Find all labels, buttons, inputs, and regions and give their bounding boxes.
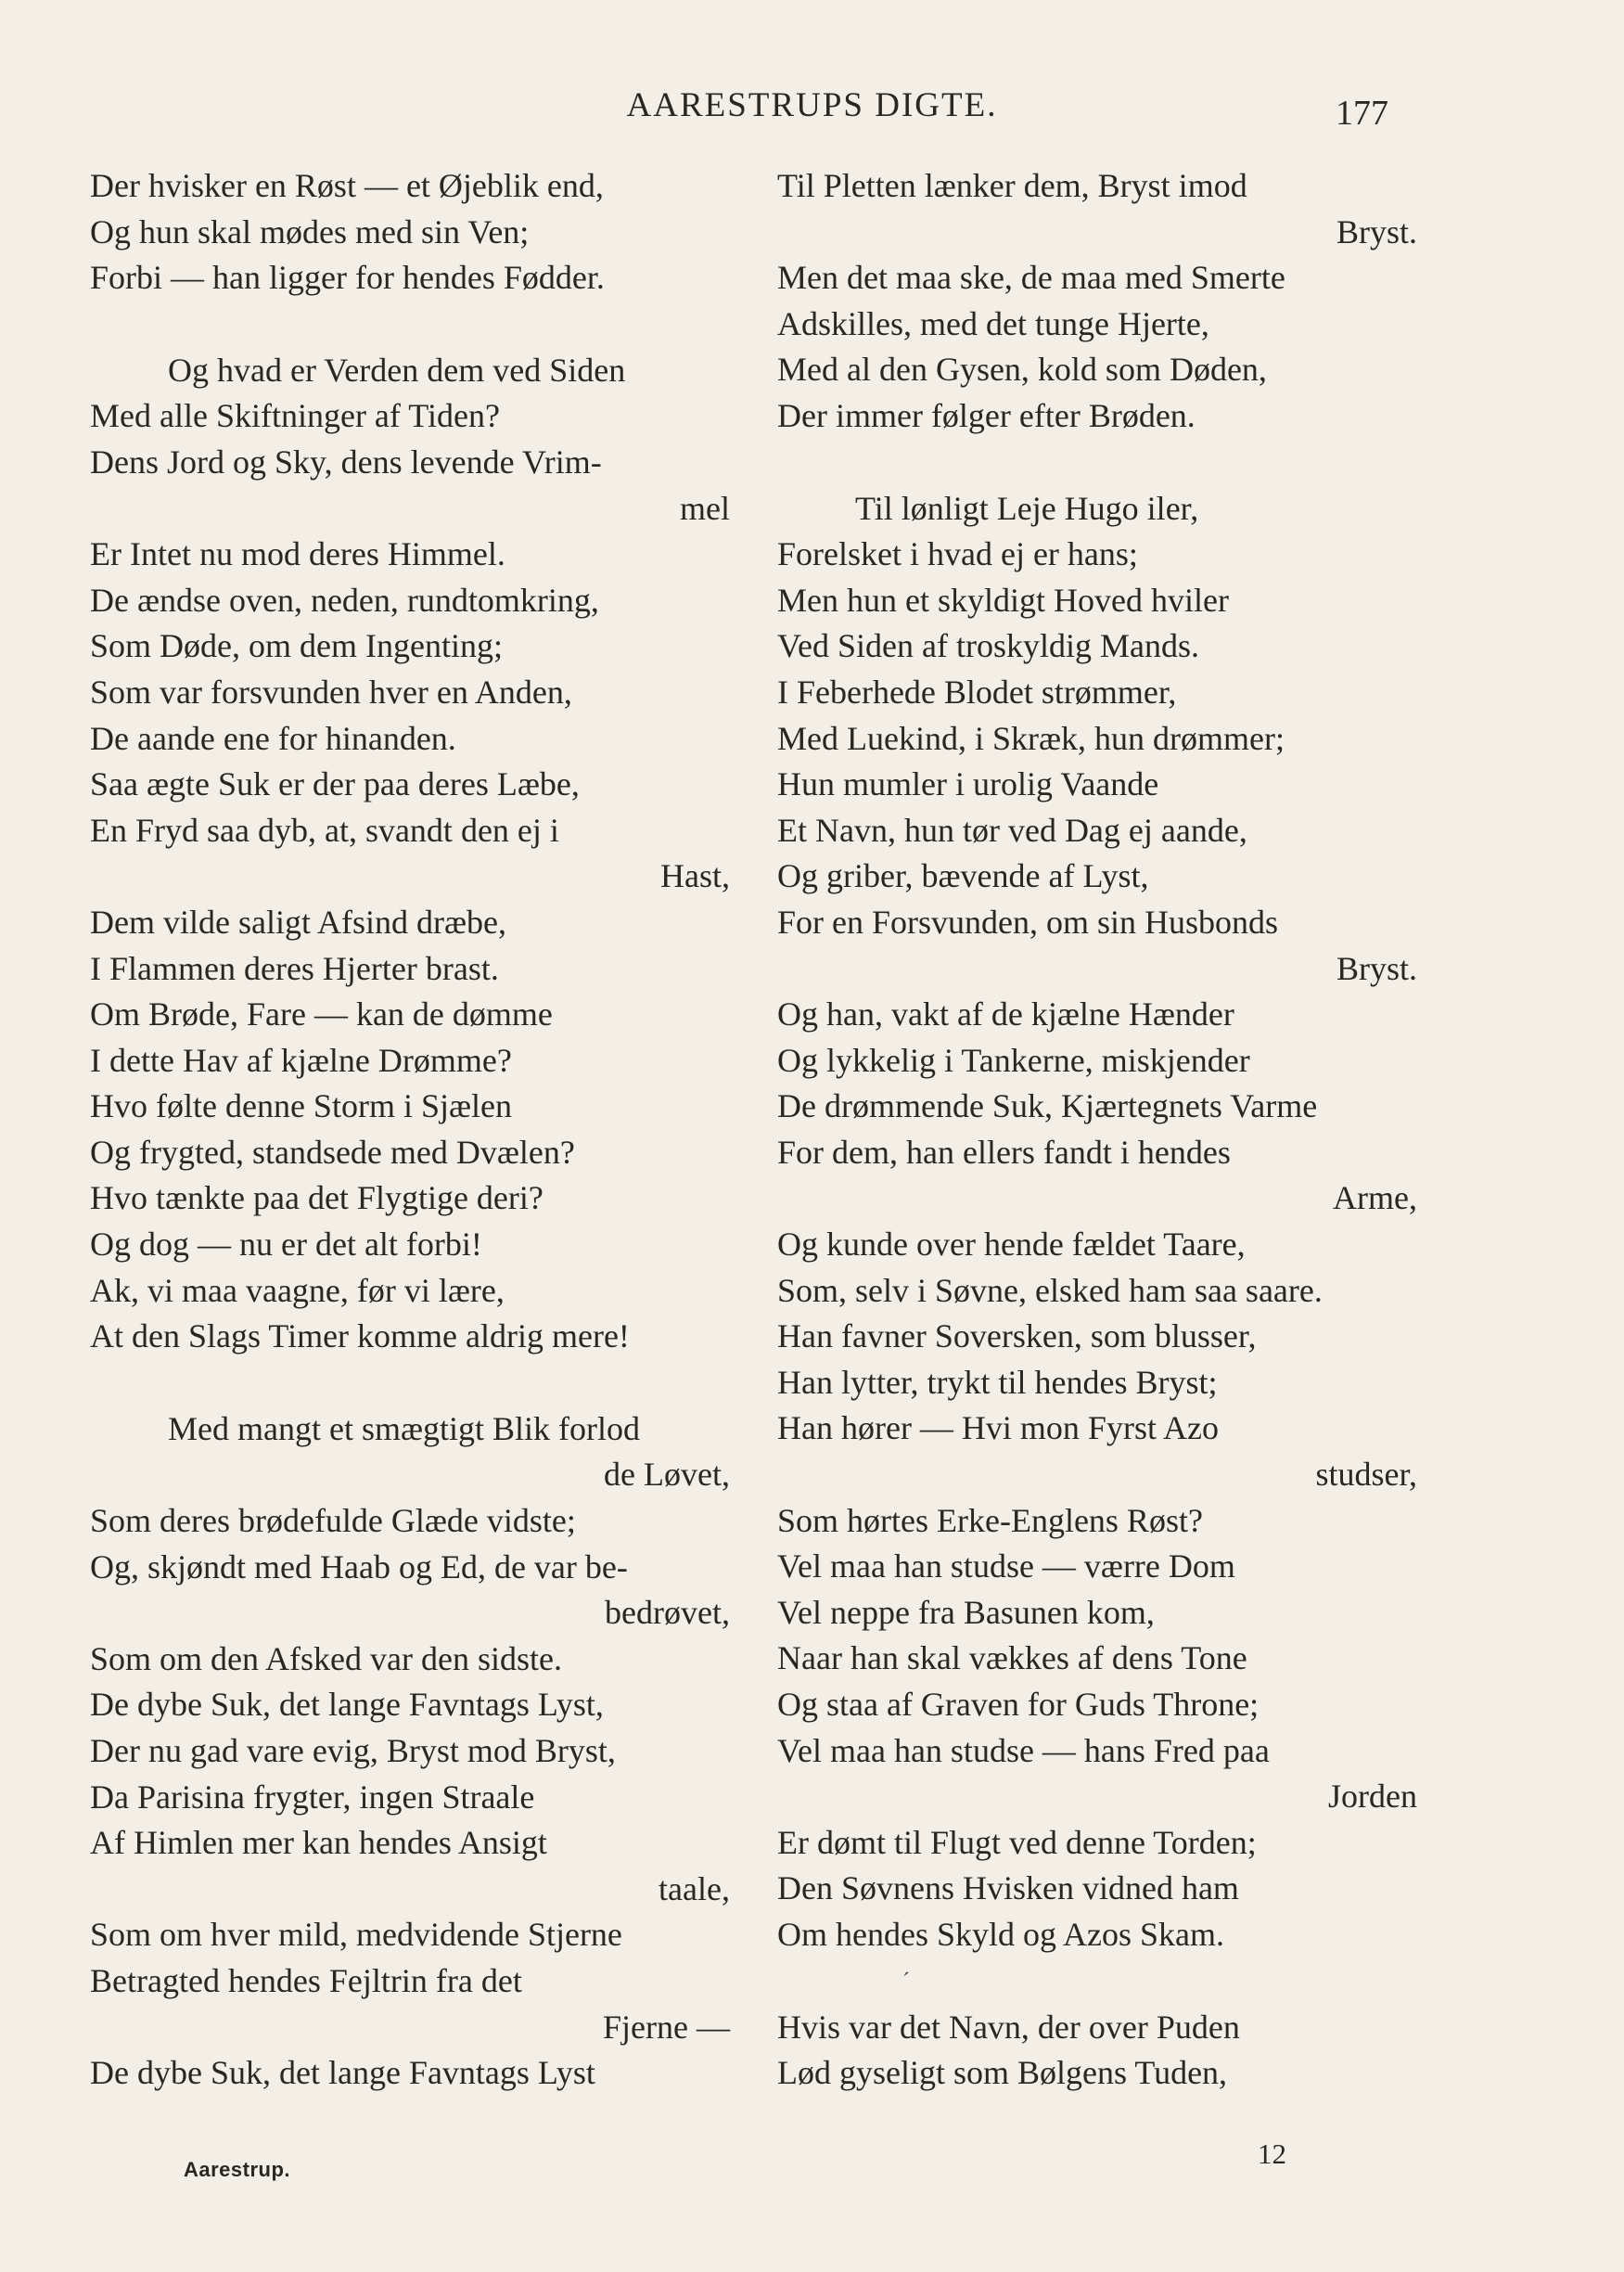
verse-line: Da Parisina frygter, ingen Straale bbox=[90, 1778, 535, 1816]
verse-line: For dem, han ellers fandt i hendes bbox=[777, 1133, 1231, 1171]
verse-line: Som var forsvunden hver en Anden, bbox=[90, 673, 572, 711]
verse-turnover: Fjerne — bbox=[603, 2008, 730, 2046]
sheet-number: 12 bbox=[1258, 2137, 1286, 2170]
verse-line: Og hun skal mødes med sin Ven; bbox=[90, 212, 530, 250]
verse-line: Med Luekind, i Skræk, hun drømmer; bbox=[777, 719, 1285, 757]
verse-line: Saa ægte Suk er der paa deres Læbe, bbox=[90, 765, 580, 803]
stanza-separator: ˊ bbox=[902, 1969, 910, 1994]
verse-line: Vel maa han studse — værre Dom bbox=[777, 1547, 1235, 1585]
verse-line: De dybe Suk, det lange Favntags Lyst bbox=[90, 2054, 595, 2092]
stanza bbox=[777, 2005, 1426, 2097]
verse-line: Vel neppe fra Basunen kom, bbox=[777, 1593, 1155, 1631]
verse-line: Og hvad er Verden dem ved Siden bbox=[168, 351, 626, 389]
verse-line: Med al den Gysen, kold som Døden, bbox=[777, 351, 1267, 389]
verse-line: Til Pletten lænker dem, Bryst imod bbox=[777, 167, 1247, 204]
verse-line: Et Navn, hun tør ved Dag ej aande, bbox=[777, 811, 1247, 849]
verse-line: Til lønligt Leje Hugo iler, bbox=[855, 489, 1199, 527]
verse-turnover: Arme, bbox=[1333, 1179, 1417, 1217]
verse-line: Og han, vakt af de kjælne Hænder bbox=[777, 995, 1234, 1033]
verse-turnover: Hast, bbox=[660, 857, 730, 895]
verse-line: Som om den Afsked var den sidste. bbox=[90, 1639, 562, 1677]
verse-line: Vel maa han studse — hans Fred paa bbox=[777, 1731, 1270, 1769]
verse-line: Forbi — han ligger for hendes Fødder. bbox=[90, 259, 605, 297]
verse-line: De dybe Suk, det lange Favntags Lyst, bbox=[90, 1686, 604, 1724]
verse-line: Men hun et skyldigt Hoved hviler bbox=[777, 581, 1229, 619]
verse-line: Og griber, bævende af Lyst, bbox=[777, 857, 1149, 895]
page-number: 177 bbox=[1336, 94, 1388, 133]
verse-line: I Flammen deres Hjerter brast. bbox=[90, 949, 499, 987]
verse-line: Er dømt til Flugt ved denne Torden; bbox=[777, 1823, 1257, 1861]
verse-line: Som Døde, om dem Ingenting; bbox=[90, 627, 503, 665]
verse-turnover: studser, bbox=[1315, 1456, 1417, 1494]
verse-line: Hvo følte denne Storm i Sjælen bbox=[90, 1087, 512, 1125]
verse-line: Der nu gad vare evig, Bryst mod Bryst, bbox=[90, 1732, 616, 1769]
printer-signature: Aarestrup. bbox=[184, 2158, 291, 2181]
verse-line: De drømmende Suk, Kjærtegnets Varme bbox=[777, 1087, 1318, 1125]
verse-line: De aande ene for hinanden. bbox=[90, 719, 456, 757]
verse-turnover: Jorden bbox=[1328, 1778, 1417, 1816]
verse-line: Lød gyseligt som Bølgens Tuden, bbox=[777, 2054, 1228, 2092]
verse-line: Han favner Soversken, som blusser, bbox=[777, 1317, 1257, 1355]
stanza-gap bbox=[90, 1360, 739, 1406]
verse-line: Og dog — nu er det alt forbi! bbox=[90, 1226, 482, 1264]
stanza bbox=[90, 1406, 739, 2097]
verse-line: De ændse oven, neden, rundtomkring, bbox=[90, 581, 599, 619]
verse-line: Og, skjøndt med Haab og Ed, de var be- bbox=[90, 1547, 628, 1585]
verse-turnover: mel bbox=[680, 489, 730, 527]
verse-line: Som, selv i Søvne, elsked ham saa saare. bbox=[777, 1271, 1323, 1309]
verse-line: Forelsket i hvad ej er hans; bbox=[777, 535, 1138, 573]
verse-line: Betragted hendes Fejltrin fra det bbox=[90, 1961, 522, 1999]
running-title: AARESTRUPS DIGTE. bbox=[626, 86, 998, 124]
verse-line: Og kunde over hende fældet Taare, bbox=[777, 1226, 1246, 1264]
verse-line: Som hørtes Erke-Englens Røst? bbox=[777, 1501, 1203, 1539]
verse-turnover: Bryst. bbox=[1336, 212, 1417, 250]
verse-line: Dem vilde saligt Afsind dræbe, bbox=[90, 903, 506, 941]
verse-line: Hvo tænkte paa det Flygtige deri? bbox=[90, 1179, 543, 1217]
verse-line: Dens Jord og Sky, dens levende Vrim- bbox=[90, 443, 602, 481]
verse-line: Er Intet nu mod deres Himmel. bbox=[90, 535, 505, 573]
verse-line: Om hendes Skyld og Azos Skam. bbox=[777, 1915, 1224, 1953]
verse-line: Men det maa ske, de maa med Smerte bbox=[777, 259, 1285, 297]
verse-turnover: de Løvet, bbox=[604, 1456, 730, 1494]
verse-line: Om Brøde, Fare — kan de dømme bbox=[90, 995, 553, 1033]
verse-line: Naar han skal vækkes af dens Tone bbox=[777, 1639, 1247, 1677]
verse-line: Ved Siden af troskyldig Mands. bbox=[777, 627, 1199, 665]
verse-line: Og frygted, standsede med Dvælen? bbox=[90, 1133, 575, 1171]
stanza-gap bbox=[777, 440, 1426, 486]
verse-line: Af Himlen mer kan hendes Ansigt bbox=[90, 1824, 547, 1862]
verse-line: En Fryd saa dyb, at, svandt den ej i bbox=[90, 811, 559, 849]
stanza bbox=[777, 486, 1426, 1958]
stanza bbox=[90, 163, 739, 302]
stanza-gap bbox=[90, 302, 739, 348]
verse-line: I Feberhede Blodet strømmer, bbox=[777, 673, 1177, 711]
verse-line: For en Forsvunden, om sin Husbonds bbox=[777, 903, 1279, 941]
verse-line: Han lytter, trykt til hendes Bryst; bbox=[777, 1363, 1218, 1401]
verse-turnover: bedrøvet, bbox=[605, 1594, 730, 1632]
verse-line: At den Slags Timer komme aldrig mere! bbox=[90, 1317, 630, 1355]
verse-line: Hun mumler i urolig Vaande bbox=[777, 765, 1159, 803]
verse-line: Og lykkelig i Tankerne, miskjender bbox=[777, 1041, 1250, 1079]
verse-line: Ak, vi maa vaagne, før vi lære, bbox=[90, 1271, 505, 1309]
verse-line: Med mangt et smægtigt Blik forlod bbox=[168, 1409, 640, 1447]
verse-line: Som deres brødefulde Glæde vidste; bbox=[90, 1502, 576, 1540]
verse-line: Der hvisker en Røst — et Øjeblik end, bbox=[90, 167, 604, 204]
verse-line: Den Søvnens Hvisken vidned ham bbox=[777, 1869, 1239, 1907]
stanza bbox=[90, 348, 739, 1360]
verse-line: Som om hver mild, medvidende Stjerne bbox=[90, 1916, 622, 1954]
verse-line: Og staa af Graven for Guds Throne; bbox=[777, 1686, 1260, 1723]
verse-line: Der immer følger efter Brøden. bbox=[777, 396, 1196, 434]
verse-turnover: Bryst. bbox=[1336, 949, 1417, 987]
verse-line: Hvis var det Navn, der over Puden bbox=[777, 2008, 1240, 2046]
verse-line: I dette Hav af kjælne Drømme? bbox=[90, 1041, 512, 1079]
stanza bbox=[777, 163, 1426, 440]
right-column bbox=[777, 163, 1426, 2097]
verse-line: Adskilles, med det tunge Hjerte, bbox=[777, 304, 1209, 342]
verse-line: Han hører — Hvi mon Fyrst Azo bbox=[777, 1409, 1219, 1447]
verse-turnover: taale, bbox=[659, 1869, 730, 1907]
left-column bbox=[90, 163, 739, 2097]
verse-line: Med alle Skiftninger af Tiden? bbox=[90, 397, 500, 435]
